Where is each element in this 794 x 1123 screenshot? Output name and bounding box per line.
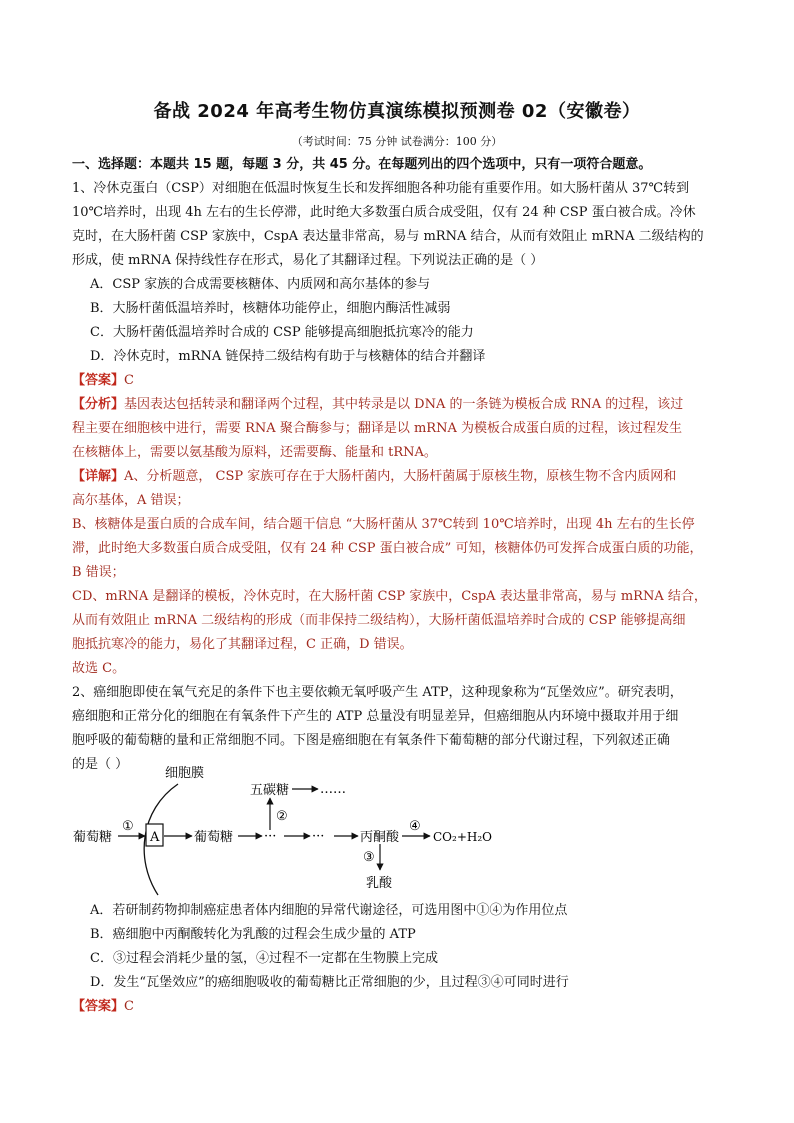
ellipsis-2: ··· (312, 829, 325, 844)
q1-option-b: B．大肠杆菌低温培养时，核糖体功能停止，细胞内酶活性减弱 (90, 301, 451, 316)
q1-detail-line: 胞抵抗寒冷的能力，易化了其翻译过程，C 正确，D 错误。 (72, 637, 413, 652)
answer-tag: 【答案】 (72, 373, 125, 388)
q1-detail-line: CD、mRNA 是翻译的模板，冷休克时，在大肠杆菌 CSP 家族中，CspA 表达量非常高，易与 mRNA 结合， (72, 589, 707, 604)
q2-option-c: C．③过程会消耗少量的氢，④过程不一定都在生物膜上完成 (90, 951, 438, 966)
page-title: 备战 2024 年高考生物仿真演练模拟预测卷 02（安徽卷） (153, 101, 641, 122)
glucose-outside: 葡萄糖 (73, 830, 113, 845)
exam-info: （考试时间：75 分钟 试卷满分：100 分） (291, 135, 503, 148)
metabolism-diagram (0, 760, 794, 900)
q2-stem-line: 2、癌细胞即使在氧气充足的条件下也主要依赖无氧呼吸产生 ATP，这种现象称为“瓦堡效应”。研究表明， (72, 685, 683, 700)
q1-answer (72, 373, 134, 389)
q1-detail-line: 从而有效阻止 mRNA 二级结构的形成（而非保持二级结构），大肠杆菌低温培养时合成的 CSP 能够提高细 (72, 613, 686, 628)
q1-option-d: D．冷休克时，mRNA 链保持二级结构有助于与核糖体的结合并翻译 (90, 349, 486, 364)
q1-analysis-line (72, 397, 683, 413)
analysis-tag: 【分析】 (72, 397, 125, 412)
co2-water-label: CO₂+H₂O (433, 830, 492, 844)
q2-option-d: D．发生“瓦堡效应”的癌细胞吸收的葡萄糖比正常细胞的少，且过程③④可同时进行 (90, 975, 569, 990)
q1-option-a: A．CSP 家族的合成需要核糖体、内质网和高尔基体的参与 (90, 277, 431, 292)
answer-tag: 【答案】 (72, 999, 125, 1014)
q1-detail-line: 高尔基体，A 错误； (72, 493, 190, 508)
lactate-label: 乳酸 (366, 876, 393, 891)
detail-text: A、分析题意， CSP 家族可存在于大肠杆菌内，大肠杆菌属于原核生物，原核生物不含内质网和 (124, 469, 677, 484)
q1-stem-line: 形成，使 mRNA 保持线性存在形式，易化了其翻译过程。下列说法正确的是（ ） (72, 253, 544, 268)
section-heading: 一、选择题：本题共 15 题，每题 3 分，共 45 分。在每题列出的四个选项中，只有一项符合题意。 (72, 157, 652, 172)
q1-conclusion: 故选 C。 (72, 661, 126, 676)
q2-option-b: B．癌细胞中丙酮酸转化为乳酸的过程会生成少量的 ATP (90, 927, 416, 942)
pyruvate-label: 丙酮酸 (360, 830, 400, 845)
q1-analysis-line: 在核糖体上，需要以氨基酸为原料，还需要酶、能量和 tRNA。 (72, 445, 437, 460)
q2-answer (72, 999, 134, 1015)
carrier-label: A (150, 830, 160, 845)
glucose-inside: 葡萄糖 (194, 830, 234, 845)
answer-value: C (124, 373, 134, 388)
q2-stem-line: 胞呼吸的葡萄糖的量和正常细胞不同。下图是癌细胞在有氧条件下葡萄糖的部分代谢过程，下列叙述正确 (72, 733, 671, 748)
q1-option-c: C．大肠杆菌低温培养时合成的 CSP 能够提高细胞抵抗寒冷的能力 (90, 325, 474, 340)
ellipsis-1: ··· (264, 829, 277, 844)
pentose-dots: …… (320, 782, 346, 797)
q1-stem-line: 1、冷休克蛋白（CSP）对细胞在低温时恢复生长和发挥细胞各种功能有重要作用。如大肠杆菌从 37℃转到 (72, 181, 690, 196)
step-1-label: ① (122, 819, 134, 834)
analysis-text: 基因表达包括转录和翻译两个过程，其中转录是以 DNA 的一条链为模板合成 RNA 的过程，该过 (124, 397, 684, 412)
step-2-label: ② (276, 809, 288, 824)
q1-analysis-line: 程主要在细胞核中进行，需要 RNA 聚合酶参与；翻译是以 mRNA 为模板合成蛋白质的过程，该过程发生 (72, 421, 682, 436)
pentose-label: 五碳糖 (250, 783, 290, 798)
step-4-label: ④ (409, 819, 421, 834)
q1-detail-line: B 错误； (72, 565, 125, 580)
q1-stem-line: 10℃培养时，出现 4h 左右的生长停滞，此时绝大多数蛋白质合成受阻，仅有 24 种 CSP 蛋白被合成。冷休 (72, 205, 696, 220)
q1-detail-line: 滞，此时绝大多数蛋白质合成受阻，仅有 24 种 CSP 蛋白被合成” 可知，核糖体仍可发挥合成蛋白质的功能， (72, 541, 703, 556)
detail-tag: 【详解】 (72, 469, 125, 484)
answer-value: C (124, 999, 134, 1014)
step-3-label: ③ (363, 850, 375, 865)
q2-stem-line: 癌细胞和正常分化的细胞在有氧条件下产生的 ATP 总量没有明显差异，但癌细胞从内环境中摄取并用于细 (72, 709, 679, 724)
q1-stem-line: 克时，在大肠杆菌 CSP 家族中，CspA 表达量非常高，易与 mRNA 结合，从而有效阻止 mRNA 二级结构的 (72, 229, 704, 244)
q1-detail-line (72, 469, 676, 485)
membrane-label: 细胞膜 (165, 766, 205, 781)
q1-detail-line: B、核糖体是蛋白质的合成车间，结合题干信息 “大肠杆菌从 37℃转到 10℃培养时，出现 4h 左右的生长停 (72, 517, 695, 532)
q2-stem-line: 的是（ ） (72, 757, 129, 772)
q2-option-a: A．若研制药物抑制癌症患者体内细胞的异常代谢途径，可选用图中①④为作用位点 (90, 903, 568, 918)
